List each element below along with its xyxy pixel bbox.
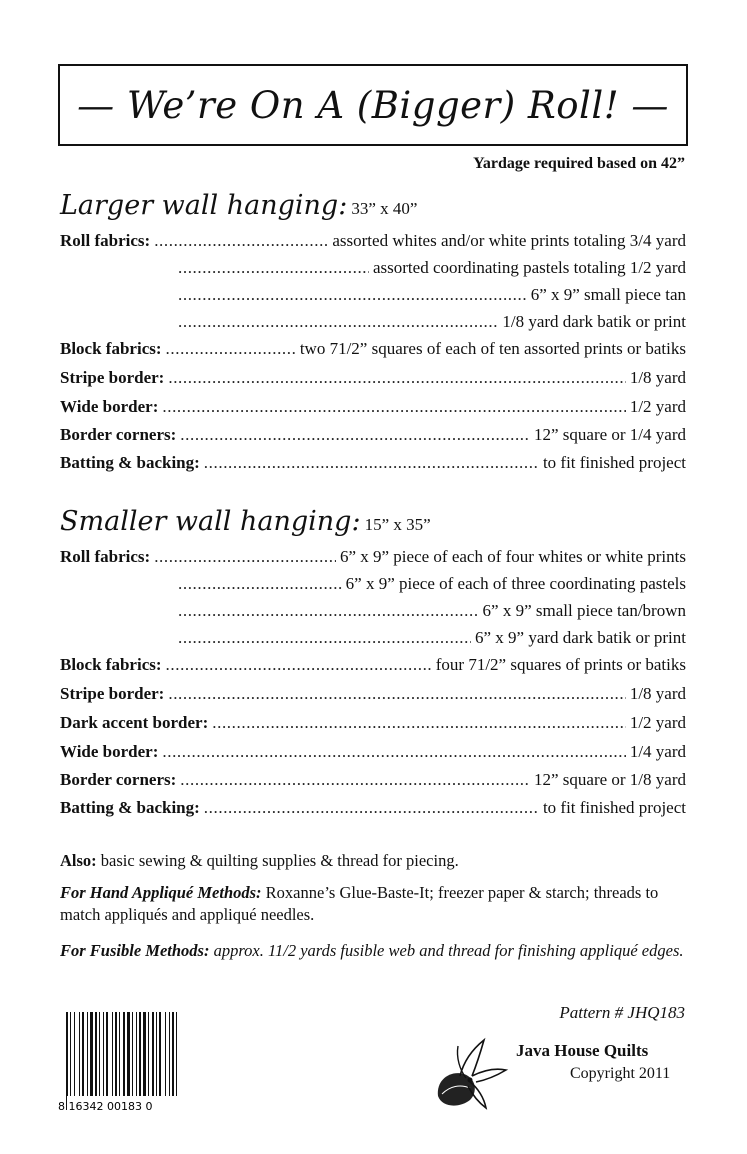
item-label: Wide border: <box>60 397 159 416</box>
list-item <box>60 684 686 710</box>
item-label: Wide border: <box>60 742 159 761</box>
item-value: 1/8 yard dark batik or print <box>502 312 686 331</box>
item-value: to fit finished project <box>542 453 686 472</box>
hand-applique-label: For Hand Appliqué Methods: <box>60 883 262 902</box>
item-label: Block fabrics: <box>60 655 162 674</box>
leader-dots <box>166 339 296 359</box>
list-item <box>60 453 686 479</box>
fusible-note <box>60 940 688 962</box>
list-item <box>60 258 686 284</box>
barcode-number: 8 16342 00183 0 <box>58 1100 153 1113</box>
leader-dots <box>178 285 527 305</box>
item-value: 1/8 yard <box>629 368 686 387</box>
leader-dots <box>168 684 625 704</box>
fusible-label: For Fusible Methods: <box>60 941 210 960</box>
page-title: — We’re On A (Bigger) Roll! — <box>77 83 669 127</box>
section-title: Larger wall hanging: <box>60 190 348 221</box>
item-label: Stripe border: <box>60 368 165 387</box>
section-dimensions: 15” x 35” <box>364 515 431 534</box>
list-item <box>60 285 686 311</box>
item-label: Dark accent border: <box>60 713 209 732</box>
leader-dots <box>204 453 539 473</box>
item-value: 1/2 yard <box>629 713 686 732</box>
list-item <box>60 742 686 768</box>
leader-dots <box>178 628 471 648</box>
fusible-text: approx. 11/2 yards fusible web and thread for finishing appliqué edges. <box>213 941 684 960</box>
list-item <box>60 312 686 338</box>
yardage-note: Yardage required based on 42” <box>473 155 685 172</box>
list-item <box>60 655 686 681</box>
copyright: Copyright 2011 <box>570 1065 671 1082</box>
item-value: 12” square or 1/4 yard <box>533 425 686 444</box>
also-label: Also: <box>60 851 97 870</box>
item-value: 1/2 yard <box>629 397 686 416</box>
item-value: assorted whites and/or white prints totaling 3/4 yard <box>332 231 686 250</box>
also-note <box>60 850 688 872</box>
leader-dots <box>168 368 625 388</box>
leader-dots <box>166 655 432 675</box>
item-label: Roll fabrics: <box>60 547 151 566</box>
list-item <box>60 601 686 627</box>
item-label: Border corners: <box>60 425 177 444</box>
item-value: four 71/2” squares of prints or batiks <box>435 655 686 674</box>
item-value: 12” square or 1/8 yard <box>533 770 686 789</box>
item-label: Batting & backing: <box>60 798 200 817</box>
item-value: 6” x 9” piece of each of three coordinating pastels <box>345 574 686 593</box>
section-dimensions: 33” x 40” <box>351 199 418 218</box>
leader-dots <box>178 258 369 278</box>
hand-applique-text: Roxanne’s Glue-Baste-It; freezer paper & starch; threads to match appliqués and appliqué needles. <box>60 883 659 924</box>
list-item <box>60 368 686 394</box>
leader-dots <box>178 574 342 594</box>
item-label: Roll fabrics: <box>60 231 151 250</box>
list-item <box>60 425 686 451</box>
company-name: Java House Quilts <box>516 1041 649 1060</box>
title-box <box>58 64 688 146</box>
item-value: 1/4 yard <box>629 742 686 761</box>
also-text: basic sewing & quilting supplies & thread for piecing. <box>100 851 459 870</box>
pattern-number: Pattern # JHQ183 <box>559 1003 685 1022</box>
leader-dots <box>180 425 530 445</box>
item-value: 6” x 9” yard dark batik or print <box>474 628 686 647</box>
section-heading-larger <box>60 190 417 221</box>
leader-dots <box>178 312 498 332</box>
list-item <box>60 628 686 654</box>
item-value: two 71/2” squares of each of ten assorted prints or batiks <box>299 339 686 358</box>
list-item <box>60 770 686 796</box>
leaf-logo-icon <box>430 1036 510 1112</box>
leader-dots <box>162 397 625 417</box>
leader-dots <box>180 770 530 790</box>
leader-dots <box>178 601 479 621</box>
list-item <box>60 547 686 573</box>
item-label: Block fabrics: <box>60 339 162 358</box>
item-value: 6” x 9” small piece tan/brown <box>482 601 686 620</box>
list-item <box>60 574 686 600</box>
item-label: Stripe border: <box>60 684 165 703</box>
item-value: 6” x 9” piece of each of four whites or white prints <box>339 547 686 566</box>
item-value: 1/8 yard <box>629 684 686 703</box>
list-item <box>60 798 686 824</box>
item-value: assorted coordinating pastels totaling 1/2 yard <box>372 258 686 277</box>
item-value: to fit finished project <box>542 798 686 817</box>
hand-applique-note <box>60 882 688 926</box>
leader-dots <box>212 713 626 733</box>
list-item <box>60 231 686 257</box>
section-heading-smaller <box>60 506 431 537</box>
leader-dots <box>154 547 336 567</box>
item-label: Border corners: <box>60 770 177 789</box>
leader-dots <box>154 231 328 251</box>
list-item <box>60 397 686 423</box>
barcode-icon <box>58 1010 218 1122</box>
leader-dots <box>204 798 539 818</box>
list-item <box>60 339 686 365</box>
list-item <box>60 713 686 739</box>
section-title: Smaller wall hanging: <box>60 506 361 537</box>
item-value: 6” x 9” small piece tan <box>530 285 686 304</box>
leader-dots <box>162 742 625 762</box>
item-label: Batting & backing: <box>60 453 200 472</box>
